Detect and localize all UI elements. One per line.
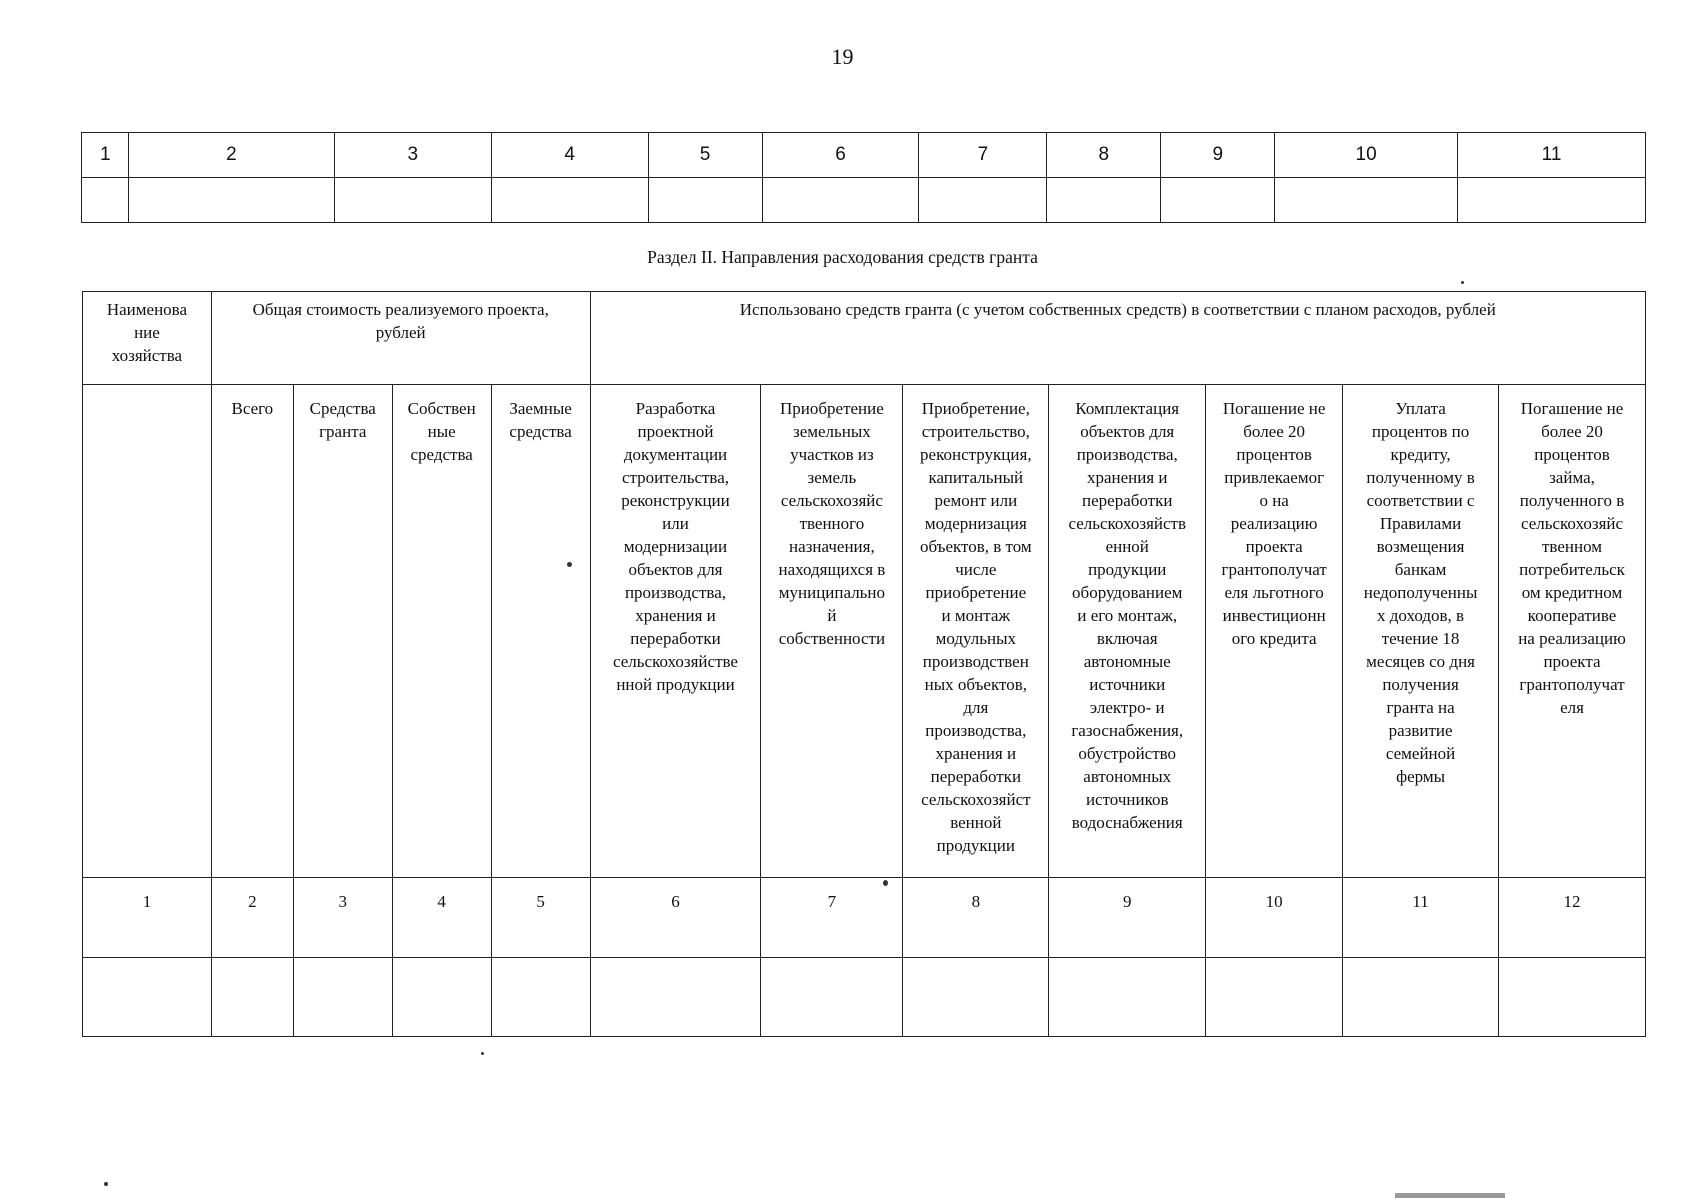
scan-speck	[104, 1182, 108, 1186]
column-number-cell: 7	[761, 878, 903, 958]
subheader-total: Всего	[211, 385, 293, 878]
empty-cell	[491, 178, 648, 223]
empty-cell	[1343, 958, 1499, 1037]
subheader-interest-payment: Уплата процентов по кредиту, полученному в соответствии с Правилами возмещения банкам недополученны х доходов, в течение 18 месяцев со дня получения гранта на развитие семейной фермы	[1343, 385, 1499, 878]
empty-cell	[293, 958, 392, 1037]
column-number-cell: 3	[293, 878, 392, 958]
empty-cell	[1161, 178, 1275, 223]
total-cost-header: Общая стоимость реализуемого проекта, рублей	[211, 292, 590, 385]
empty-cell	[1049, 958, 1206, 1037]
column-number-cell: 9	[1049, 878, 1206, 958]
top-table-header-cell: 6	[762, 133, 919, 178]
top-table-header-cell: 9	[1161, 133, 1275, 178]
scan-smudge	[1395, 1193, 1505, 1198]
scan-speck	[481, 1052, 484, 1055]
scan-speck	[567, 562, 572, 567]
empty-cell	[83, 385, 212, 878]
subheader-own-funds: Собствен ные средства	[392, 385, 491, 878]
column-number-cell: 10	[1206, 878, 1343, 958]
subheader-grant-funds: Средства гранта	[293, 385, 392, 878]
column-number-cell: 5	[491, 878, 590, 958]
subheader-loan-repayment: Погашение не более 20 процентов займа, полученного в сельскохозяйс твенном потребительск ом кредитном кооперативе на реализацию проекта грантополучат еля	[1499, 385, 1646, 878]
column-number-cell: 11	[1343, 878, 1499, 958]
empty-cell	[211, 958, 293, 1037]
empty-cell	[392, 958, 491, 1037]
empty-cell	[491, 958, 590, 1037]
column-number-cell: 12	[1499, 878, 1646, 958]
column-number-cell: 1	[83, 878, 212, 958]
top-table-header-cell: 3	[334, 133, 491, 178]
top-table-header-cell: 2	[128, 133, 334, 178]
empty-cell	[82, 178, 129, 223]
top-table-header-cell: 10	[1275, 133, 1458, 178]
empty-cell	[1275, 178, 1458, 223]
empty-cell	[903, 958, 1049, 1037]
empty-cell	[128, 178, 334, 223]
scan-speck	[1461, 281, 1464, 284]
column-number-cell: 2	[211, 878, 293, 958]
top-table-header-cell: 1	[82, 133, 129, 178]
column-number-cell: 4	[392, 878, 491, 958]
empty-cell	[1499, 958, 1646, 1037]
column-number-cell: 6	[590, 878, 761, 958]
farm-name-header: Наименова ние хозяйства	[83, 292, 212, 385]
top-table-header-cell: 5	[648, 133, 762, 178]
top-table-header-cell: 4	[491, 133, 648, 178]
empty-cell	[334, 178, 491, 223]
scan-speck	[883, 880, 888, 886]
column-number-cell: 8	[903, 878, 1049, 958]
page-number: 19	[831, 44, 854, 69]
grant-expenditure-table	[82, 291, 1646, 1037]
subheader-borrowed-funds: Заемные средства	[491, 385, 590, 878]
empty-cell	[919, 178, 1047, 223]
top-table-header-cell: 11	[1458, 133, 1646, 178]
empty-cell	[1047, 178, 1161, 223]
top-table-header-cell: 8	[1047, 133, 1161, 178]
empty-cell	[648, 178, 762, 223]
top-table-header-cell: 7	[919, 133, 1047, 178]
subheader-credit-repayment: Погашение не более 20 процентов привлекаемог о на реализацию проекта грантополучат еля льготного инвестиционн ого кредита	[1206, 385, 1343, 878]
empty-cell	[762, 178, 919, 223]
empty-cell	[1206, 958, 1343, 1037]
top-numbering-table	[81, 132, 1646, 223]
empty-cell	[1458, 178, 1646, 223]
subheader-construction: Приобретение, строительство, реконструкция, капитальный ремонт или модернизация объектов, в том числе приобретение и монтаж модульных производствен ных объектов, для производства, хранения и переработки сельскохозяйст венной продукции	[903, 385, 1049, 878]
grant-used-header: Использовано средств гранта (с учетом собственных средств) в соответствии с планом расходов, рублей	[590, 292, 1645, 385]
empty-cell	[83, 958, 212, 1037]
empty-cell	[761, 958, 903, 1037]
empty-cell	[590, 958, 761, 1037]
subheader-project-documentation: Разработка проектной документации строительства, реконструкции или модернизации объектов для производства, хранения и переработки сельскохозяйстве нной продукции	[590, 385, 761, 878]
subheader-equipment: Комплектация объектов для производства, хранения и переработки сельскохозяйств енной продукции оборудованием и его монтаж, включая автономные источники электро- и газоснабжения, обустройство автономных источников водоснабжения	[1049, 385, 1206, 878]
subheader-land-acquisition: Приобретение земельных участков из земель сельскохозяйс твенного назначения, находящихся в муниципально й собственности	[761, 385, 903, 878]
section-title: Раздел II. Направления расходования средств гранта	[647, 247, 1038, 267]
